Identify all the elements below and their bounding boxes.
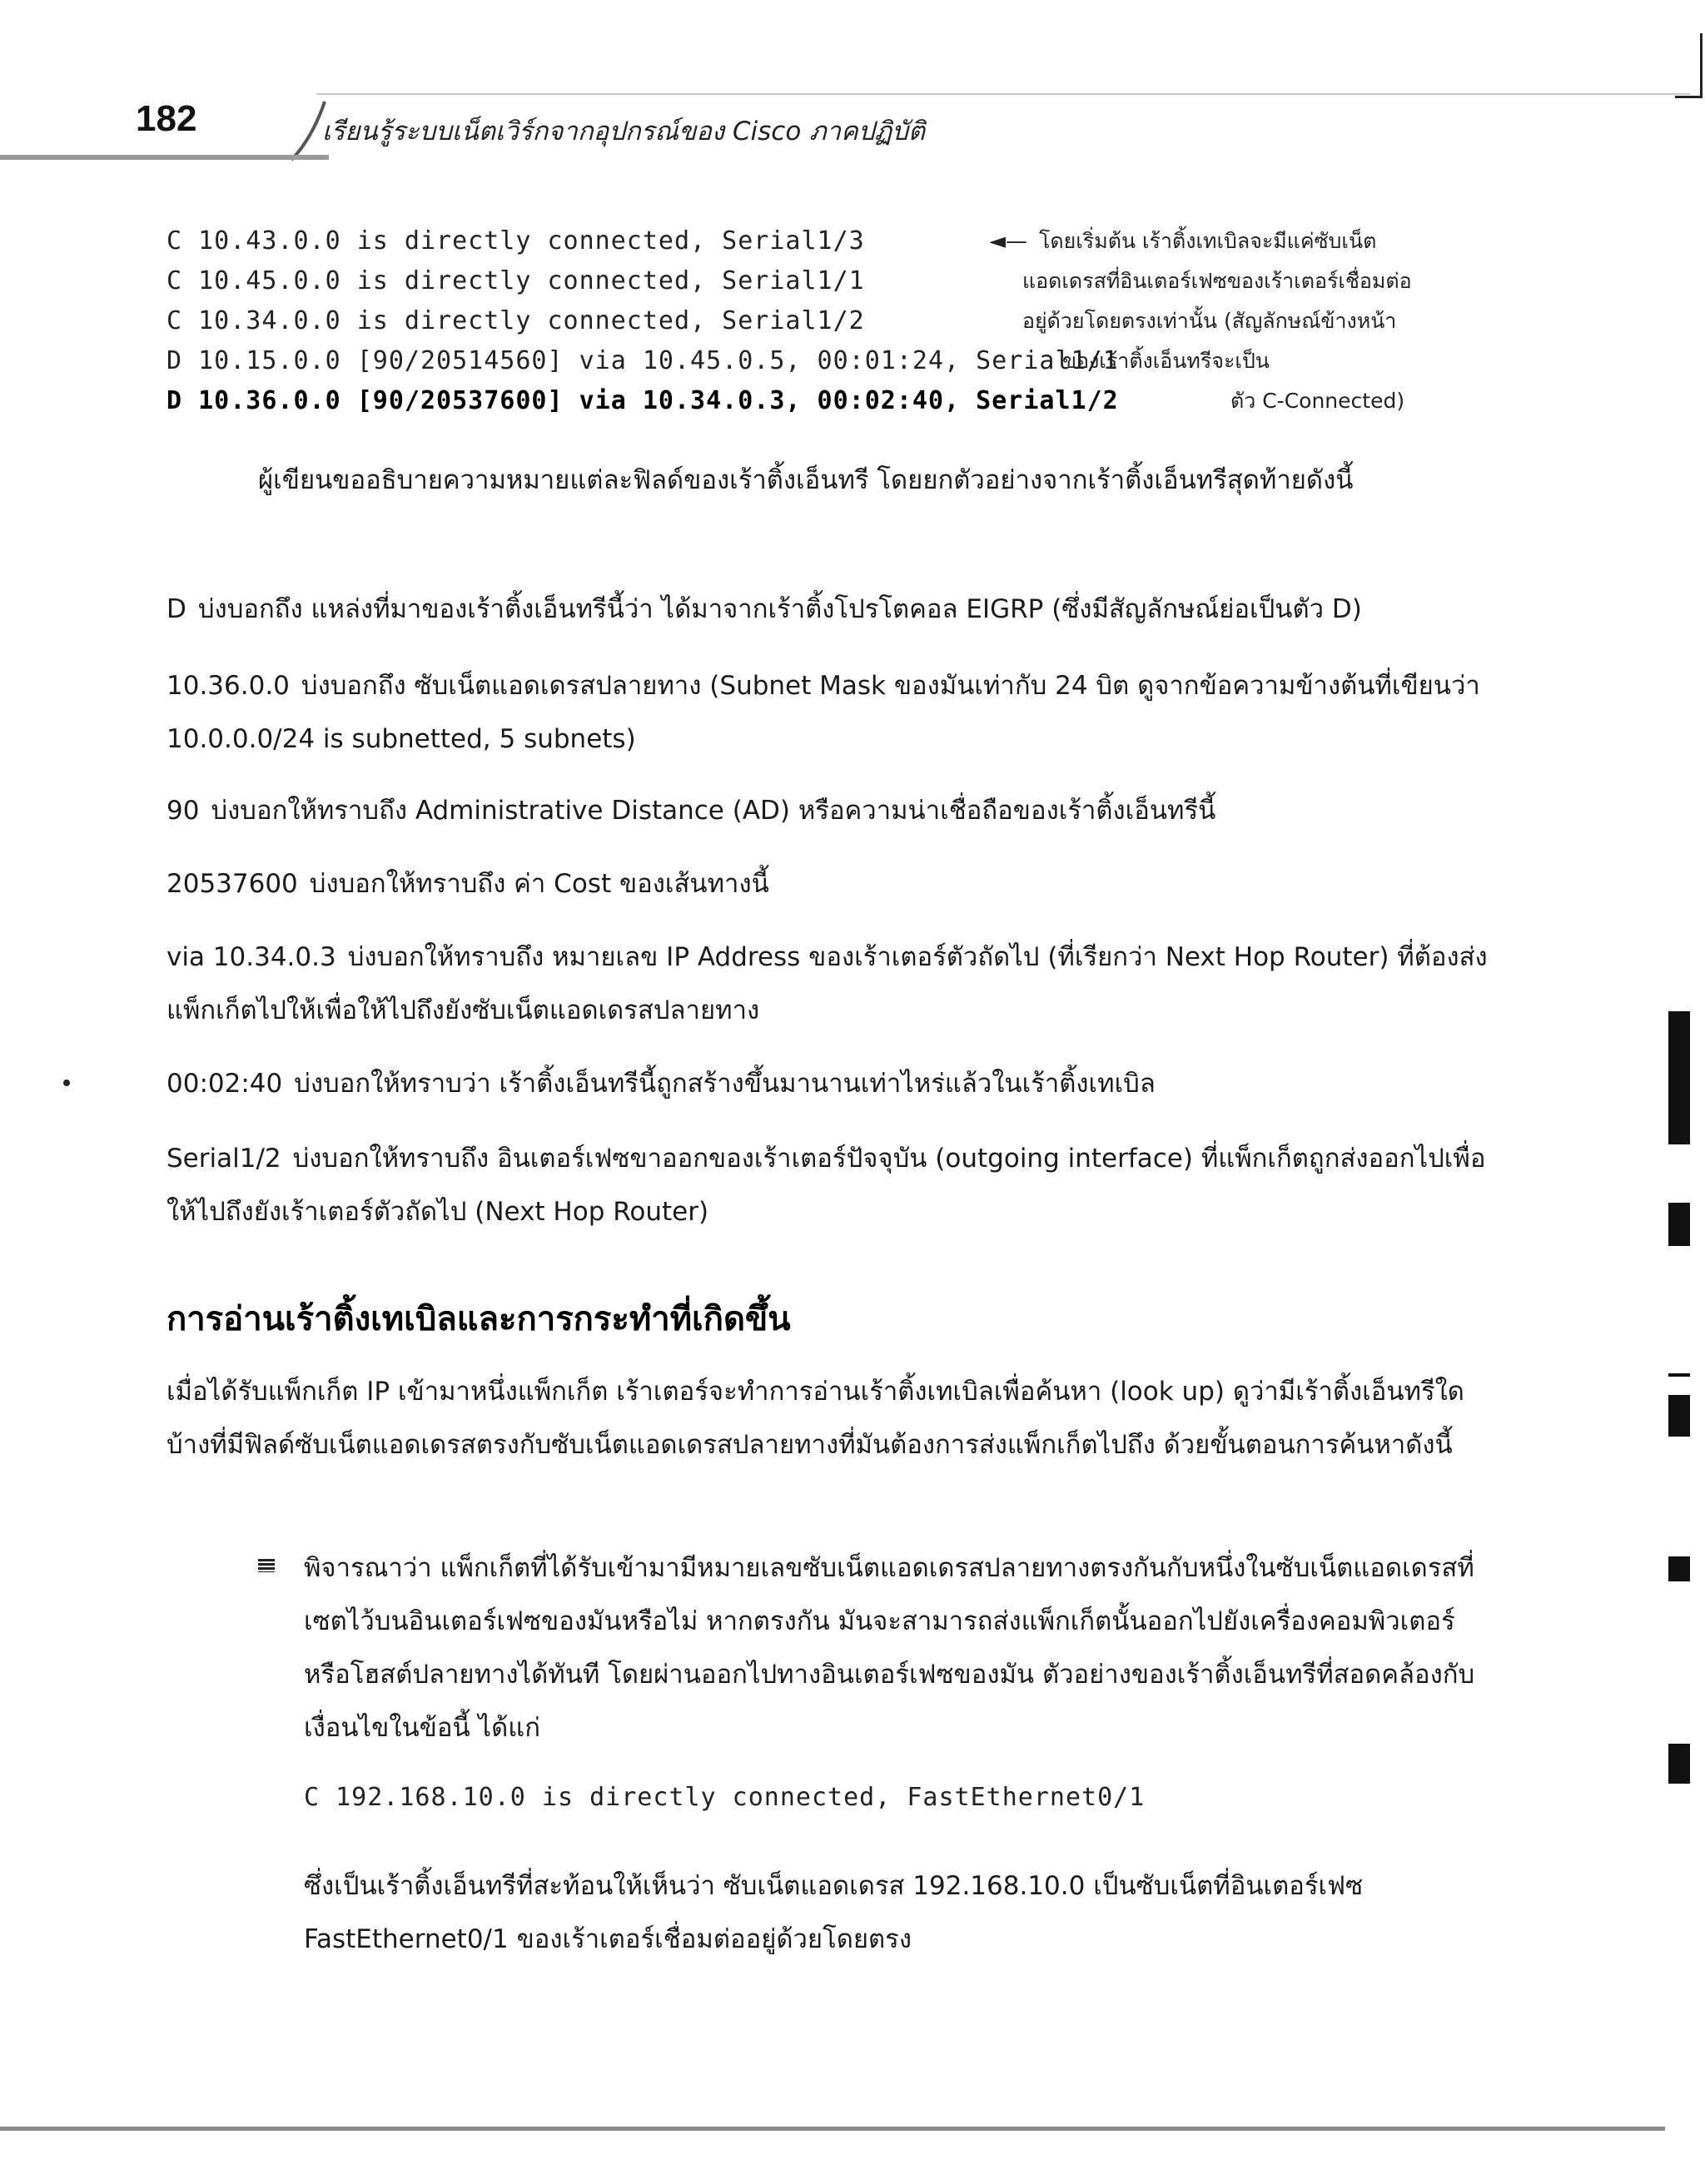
edge-mark (1668, 1395, 1690, 1437)
edge-mark (1668, 1011, 1690, 1144)
definition-item (167, 857, 1499, 911)
edge-mark (1668, 1744, 1690, 1784)
definition-text: บ่งบอกถึง แหล่งที่มาของเร้าติ้งเอ็นทรีนี้ว่า ได้มาจากเร้าติ้งโปรโตคอล EIGRP (ซึ่งมีสัญลักษณ์ย่อเป็นตัว D) (197, 594, 1362, 624)
definition-text: บ่งบอกให้ทราบว่า เร้าติ้งเอ็นทรีนี้ถูกสร้างขึ้นมานานเท่าไหร่แล้วในเร้าติ้งเทเบิล (294, 1069, 1156, 1099)
side-note-line: ตัว C-Connected) (1230, 389, 1405, 413)
code-line: C 10.45.0.0 is directly connected, Serial1/1 (167, 266, 865, 295)
definition-term: 90 (167, 796, 200, 826)
definition-item (167, 931, 1499, 1037)
definition-text: บ่งบอกให้ทราบถึง อินเตอร์เฟซขาออกของเร้าเตอร์ปัจจุบัน (outgoing interface) ที่แพ็กเก็ตถูกส่งออกไปเพื่อให้ไปถึงยังเร้าเตอร์ตัวถัดไป (Next Hop Router) (167, 1144, 1486, 1227)
section-paragraph: เมื่อได้รับแพ็กเก็ต IP เข้ามาหนึ่งแพ็กเก็ต เร้าเตอร์จะทำการอ่านเร้าติ้งเทเบิลเพื่อค้นหา (look up) ดูว่ามีเร้าติ้งเอ็นทรีใดบ้างที่มีฟิลด์ซับเน็ตแอดเดรสตรงกับซับเน็ตแอดเดรสปลายทางที่มันต้องการส่งแพ็กเก็ตไปถึง ด้วยขั้นตอนการค้นหาดังนี้ (167, 1377, 1464, 1460)
code-line: C 10.43.0.0 is directly connected, Serial1/3 (167, 226, 865, 256)
bullet-icon (258, 1559, 275, 1572)
definition-text: บ่งบอกให้ทราบถึง Administrative Distance (AD) หรือความน่าเชื่อถือของเร้าติ้งเอ็นทรีนี้ (211, 796, 1216, 826)
definition-term: via 10.34.0.3 (167, 942, 336, 972)
bullet-text: พิจารณาว่า แพ็กเก็ตที่ได้รับเข้ามามีหมายเลขซับเน็ตแอดเดรสปลายทางตรงกันกับหนึ่งในซับเน็ตแอดเดรสที่เซตไว้บนอินเตอร์เฟซของมันหรือไม่ หากตรงกัน มันจะสามารถส่งแพ็กเก็ตนั้นออกไปยังเครื่องคอมพิวเตอร์หรือโฮสต์ปลายทางได้ทันที โดยผ่านออกไปทางอินเตอร์เฟซของมัน ตัวอย่างของเร้าติ้งเอ็นทรีที่สอดคล้องกับเงื่อนไขในข้อนี้ ได้แก่ (304, 1553, 1475, 1743)
definition-item (167, 659, 1499, 766)
definition-term: 00:02:40 (167, 1069, 283, 1099)
side-note-line: แอดเดรสที่อินเตอร์เฟซของเร้าเตอร์เชื่อมต่อ (1022, 269, 1412, 293)
definition-item (167, 784, 1499, 837)
definition-item (167, 1132, 1499, 1238)
edge-mark (1668, 1373, 1690, 1377)
edge-mark (1668, 1203, 1690, 1246)
scan-speck (63, 1080, 70, 1086)
code-line-highlighted: D 10.36.0.0 [90/20537600] via 10.34.0.3, 00:02:40, Serial1/2 (167, 386, 1119, 415)
definition-term: D (167, 594, 186, 624)
running-title: เรียนรู้ระบบเน็ตเวิร์กจากอุปกรณ์ของ Cisco ภาคปฏิบัติ (322, 117, 926, 146)
definition-term: 10.36.0.0 (167, 671, 290, 701)
definition-text: บ่งบอกถึง ซับเน็ตแอดเดรสปลายทาง (Subnet Mask ของมันเท่ากับ 24 บิต ดูจากข้อความข้างต้นที่เขียนว่า 10.0.0.0/24 is subnetted, 5 subnets) (167, 671, 1480, 754)
section-heading: การอ่านเร้าติ้งเทเบิลและการกระทำที่เกิดขึ้น (167, 1300, 791, 1338)
definition-term: 20537600 (167, 869, 298, 899)
example-code-line: C 192.168.10.0 is directly connected, FastEthernet0/1 (304, 1783, 1146, 1812)
definition-text: บ่งบอกให้ทราบถึง หมายเลข IP Address ของเร้าเตอร์ตัวถัดไป (ที่เรียกว่า Next Hop Router) ที่ต้องส่งแพ็กเก็ตไปให้เพื่อให้ไปถึงยังซับเน็ตแอดเดรสปลายทาง (167, 942, 1488, 1025)
side-note-line: ของเร้าติ้งเอ็นทรีจะเป็น (1062, 349, 1270, 373)
definition-item (167, 1057, 1499, 1110)
header-top-rule (316, 93, 1690, 95)
footer-rule (0, 2127, 1665, 2131)
corner-crop-mark (1675, 33, 1703, 98)
definition-item (167, 583, 1499, 636)
page-number: 182 (136, 98, 197, 139)
routing-table-code (167, 221, 1119, 421)
intro-paragraph: ผู้เขียนขออธิบายความหมายแต่ละฟิลด์ของเร้าติ้งเอ็นทรี โดยยกตัวอย่างจากเร้าติ้งเอ็นทรีสุดท้ายดังนี้ (258, 465, 1354, 495)
header-rule (0, 155, 329, 160)
definition-text: บ่งบอกให้ทราบถึง ค่า Cost ของเส้นทางนี้ (309, 869, 769, 899)
example-explanation: ซึ่งเป็นเร้าติ้งเอ็นทรีที่สะท้อนให้เห็นว่า ซับเน็ตแอดเดรส 192.168.10.0 เป็นซับเน็ตที่อินเตอร์เฟซ FastEthernet0/1 ของเร้าเตอร์เชื่อมต่ออยู่ด้วยโดยตรง (304, 1871, 1364, 1954)
side-note-line: อยู่ด้วยโดยตรงเท่านั้น (สัญลักษณ์ข้างหน้า (1022, 309, 1397, 333)
code-line: D 10.15.0.0 [90/20514560] via 10.45.0.5, 00:01:24, Serial1/1 (167, 346, 1119, 375)
side-note-line: โดยเริ่มต้น เร้าติ้งเทเบิลจะมีแค่ซับเน็ต (1038, 229, 1377, 253)
code-line: C 10.34.0.0 is directly connected, Serial1/2 (167, 306, 865, 335)
arrow-left-icon: ◄— (989, 229, 1027, 254)
side-note (989, 221, 1489, 421)
edge-mark (1668, 1556, 1690, 1581)
definition-term: Serial1/2 (167, 1144, 281, 1174)
